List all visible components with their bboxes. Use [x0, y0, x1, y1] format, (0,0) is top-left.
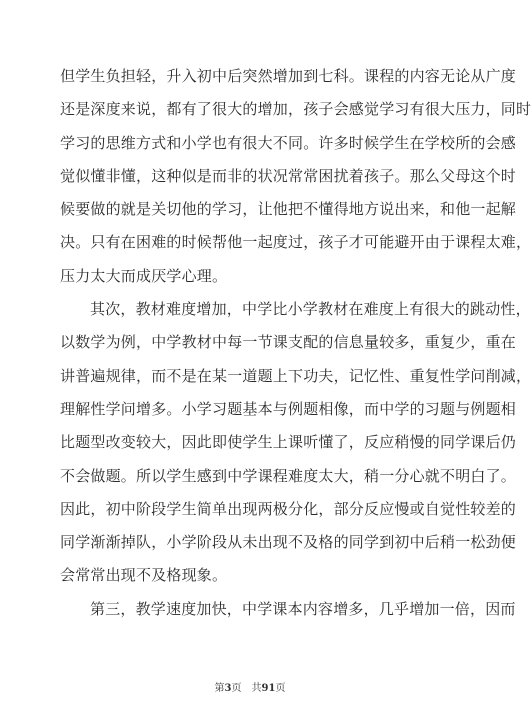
text-line: 不会做题。所以学生感到中学课程难度太大，稍一分心就不明白了。 [60, 466, 517, 485]
text-line: 会常常出现不及格现象。 [60, 566, 228, 585]
text-line: 压力太大而成厌学心理。 [60, 266, 228, 285]
text-line: 觉似懂非懂，这种似是而非的状况常常困扰着孩子。那么父母这个时 [60, 166, 517, 185]
total-prefix: 共 [251, 683, 262, 694]
text-line: 候要做的就是关切他的学习，让他把不懂得地方说出来，和他一起解 [60, 200, 517, 219]
text-line: 讲普遍规律，而不是在某一道题上下功夫，记忆性、重复性学问削减， [60, 366, 531, 385]
text-line: 同学渐渐掉队，小学阶段从未出现不及格的同学到初中后稍一松劲便 [60, 533, 517, 552]
text-line: 比题型改变较大，因此即使学生上课听懂了，反应稍慢的同学课后仍 [60, 433, 517, 452]
page-suffix: 页 [231, 683, 242, 694]
total-pages: 91 [261, 683, 276, 694]
text-line: 以数学为例，中学教材中每一节课支配的信息量较多，重复少，重在 [60, 333, 517, 352]
text-line: 学习的思维方式和小学也有很大不同。许多时候学生在学校所的会感 [60, 133, 517, 152]
page-prefix: 第 [214, 683, 225, 694]
text-line: 但学生负担轻，升入初中后突然增加到七科。课程的内容无论从广度 [60, 67, 517, 85]
text-line: 理解性学问增多。小学习题基本与例题相像，而中学的习题与例题相 [60, 399, 517, 418]
text-line: 第三，教学速度加快，中学课本内容增多，几乎增加一倍，因而 [90, 599, 516, 618]
text-line: 因此，初中阶段学生简单出现两极分化，部分反应慢或自觉性较差的 [60, 499, 517, 518]
page-footer [0, 679, 500, 694]
total-suffix: 页 [275, 683, 286, 694]
text-line: 其次，教材难度增加，中学比小学教材在难度上有很大的跳动性， [90, 300, 531, 319]
text-line: 决。只有在困难的时候帮他一起度过，孩子才可能避开由于课程太难， [60, 233, 531, 252]
page-number: 3 [224, 683, 232, 694]
text-line: 还是深度来说，都有了很大的增加，孩子会感觉学习有很大压力，同时 [60, 100, 531, 119]
body-text [60, 60, 531, 626]
